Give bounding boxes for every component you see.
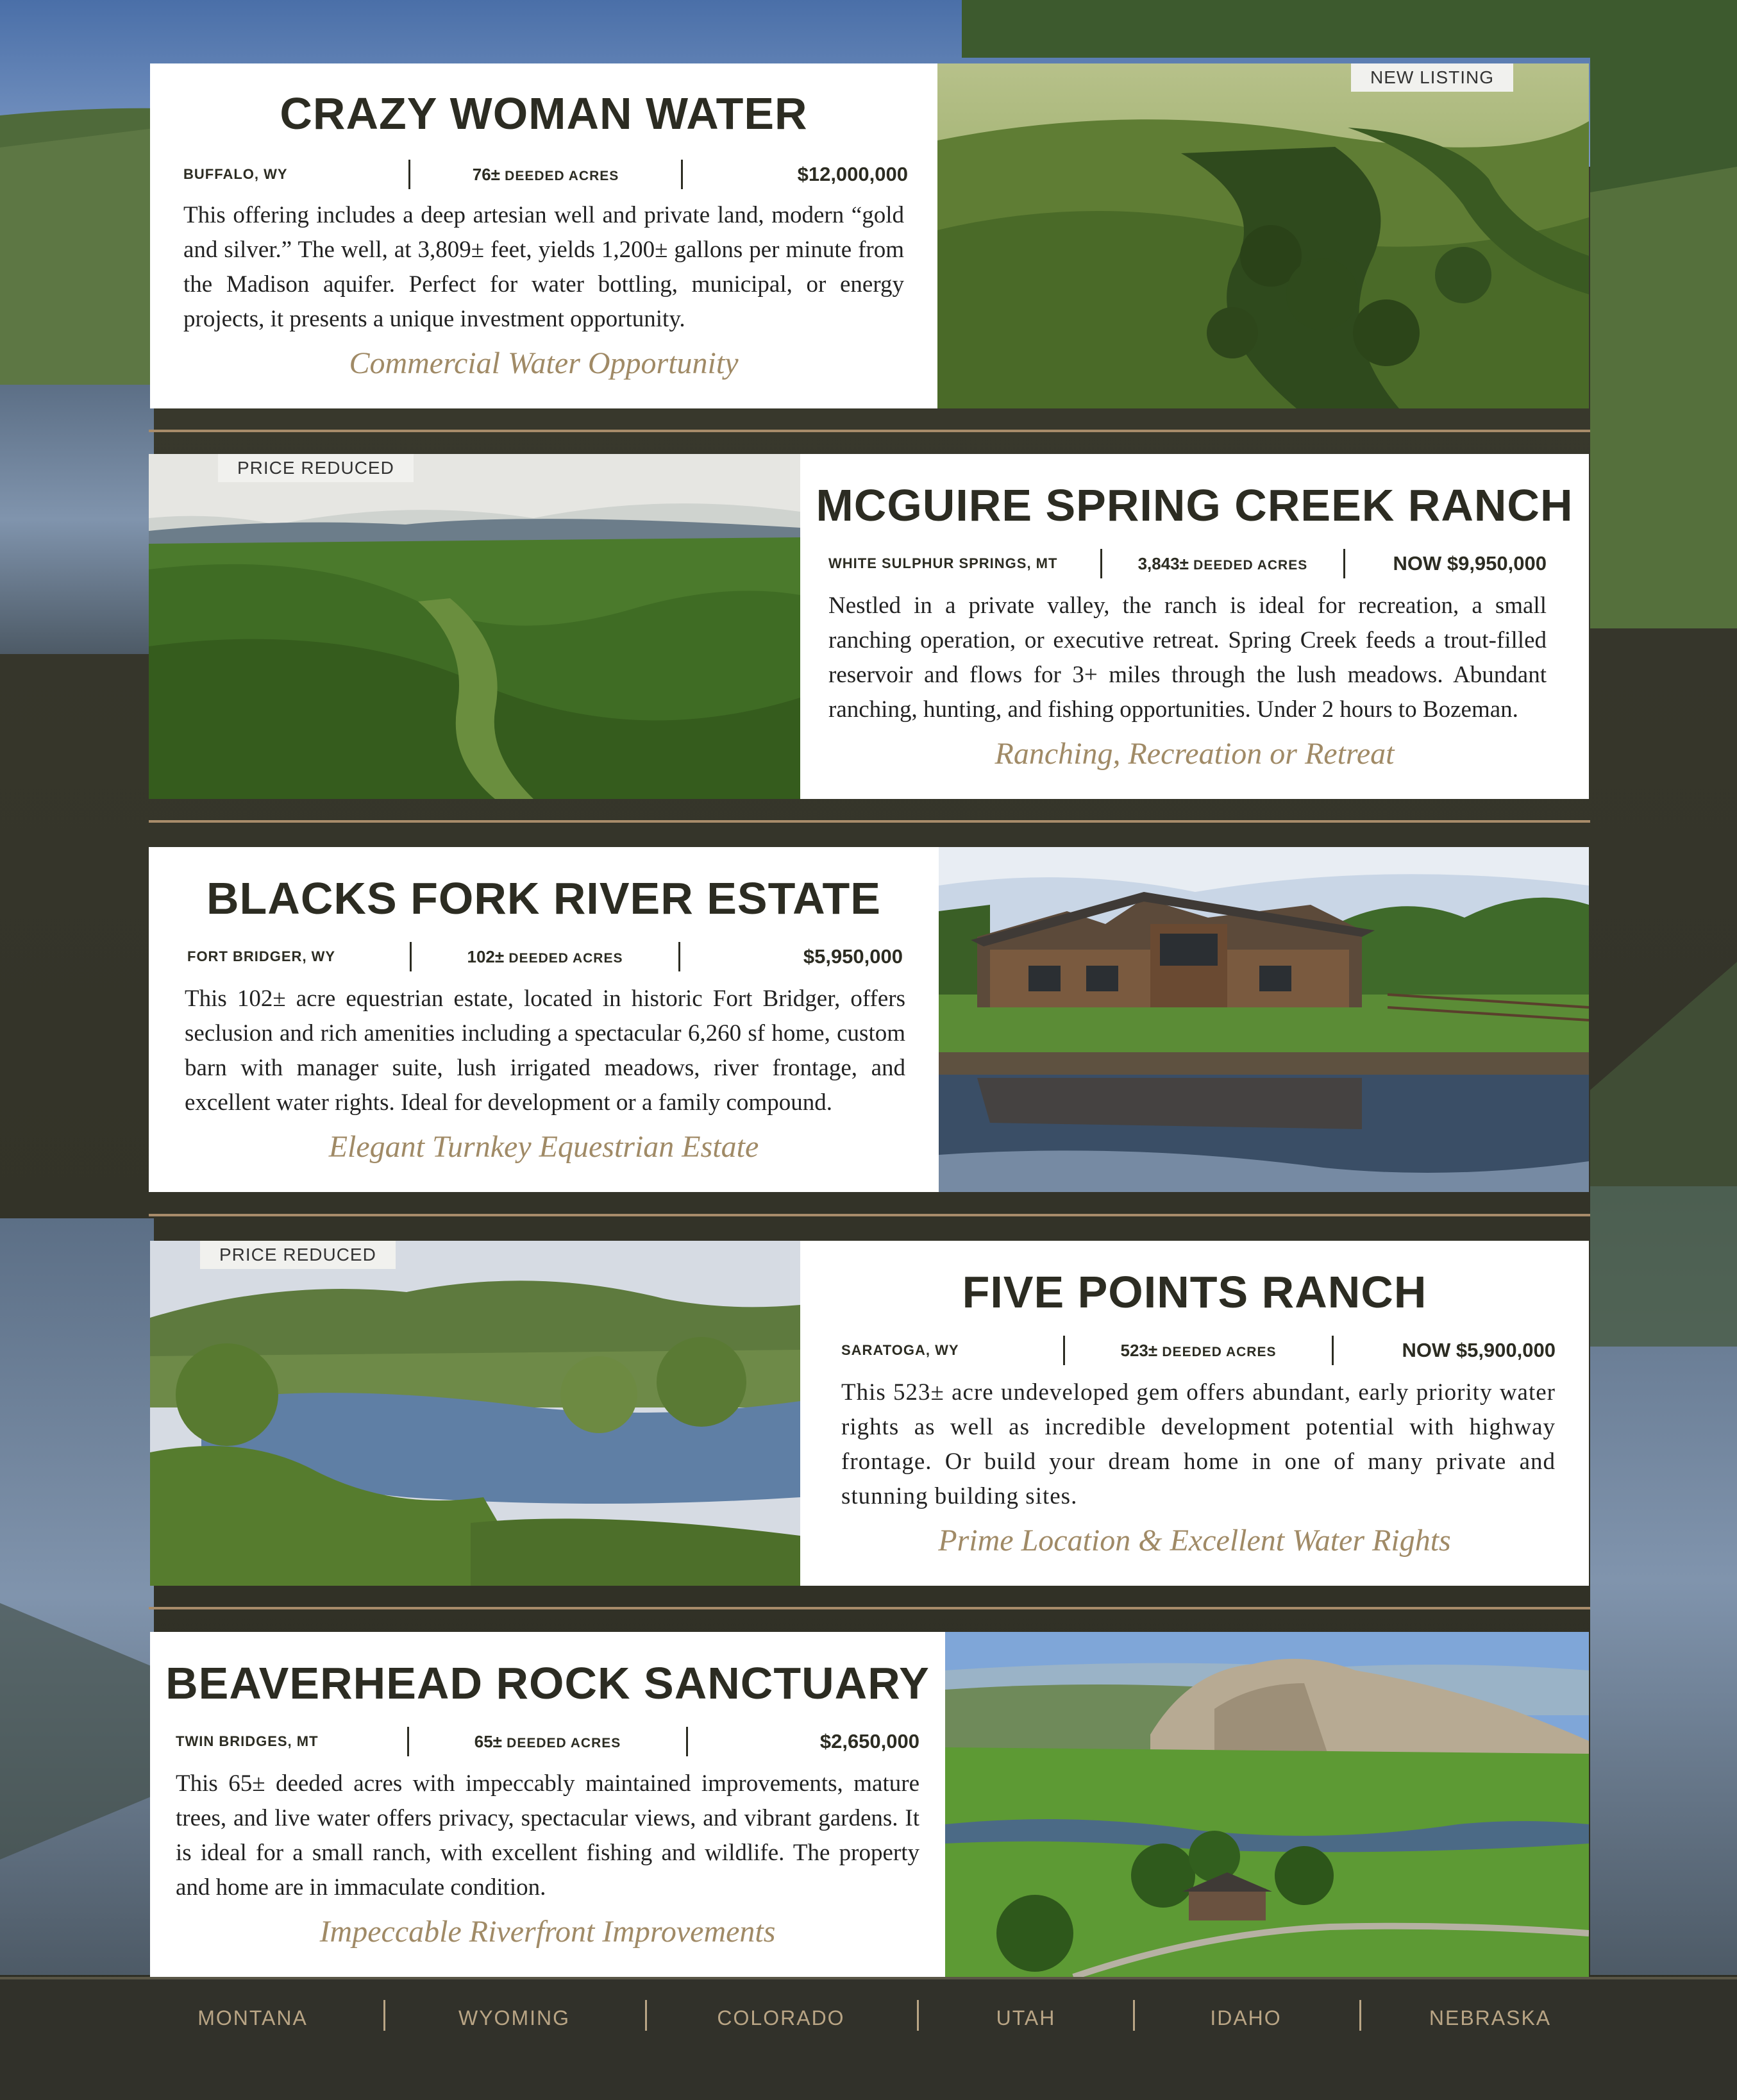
footer-state-link[interactable]: WYOMING — [458, 2006, 570, 2029]
footer-state-link[interactable]: IDAHO — [1210, 2006, 1282, 2029]
footer-separator — [917, 2000, 919, 2031]
listing-photo-rock-river[interactable] — [945, 1632, 1589, 1977]
listing-card-mcguire-spring-creek-ranch[interactable] — [800, 454, 1589, 799]
listing-photo-pond[interactable] — [150, 1241, 800, 1586]
footer-state-link[interactable]: UTAH — [996, 2006, 1056, 2029]
listing-tagline: Impeccable Riverfront Improvements — [319, 1915, 776, 1949]
listing-card-crazy-woman-water[interactable] — [150, 63, 937, 408]
listing-tagline: Commercial Water Opportunity — [349, 346, 739, 380]
divider-line — [149, 1214, 1590, 1216]
listing-description: This 523± acre undeveloped gem offers abundant, early priority water rights as well as incredible development potential with highway frontage. Or build your dream home in one of many private and stunning building sites. — [841, 1379, 1556, 1509]
footer-separator — [383, 2000, 385, 2031]
listing-photo-estate-home[interactable] — [939, 847, 1589, 1192]
listing-tagline: Prime Location & Excellent Water Rights — [938, 1524, 1451, 1558]
listing-photo-valley[interactable] — [149, 454, 800, 799]
listing-meta — [183, 160, 908, 189]
divider-line — [149, 1607, 1590, 1609]
listing-title: FIVE POINTS RANCH — [962, 1267, 1427, 1317]
footer-state-link[interactable]: MONTANA — [197, 2006, 308, 2029]
listing-card-blacks-fork-river-estate[interactable] — [149, 847, 939, 1192]
listing-title: CRAZY WOMAN WATER — [280, 88, 808, 139]
listing-acres: 523± DEEDED ACRES — [1120, 1340, 1277, 1360]
listing-photo-aerial-creek[interactable] — [937, 63, 1589, 408]
footer-state-link[interactable]: NEBRASKA — [1429, 2006, 1552, 2029]
new-listing-badge: NEW LISTING — [1351, 63, 1513, 92]
divider-line — [149, 820, 1590, 823]
listing-location: WHITE SULPHUR SPRINGS, MT — [828, 555, 1058, 571]
listing-acres: 102± DEEDED ACRES — [467, 946, 623, 966]
listing-meta — [828, 549, 1547, 578]
listing-title: BLACKS FORK RIVER ESTATE — [206, 873, 881, 923]
listing-tagline: Elegant Turnkey Equestrian Estate — [328, 1130, 759, 1164]
listing-card-five-points-ranch[interactable] — [800, 1241, 1589, 1586]
listing-price: $12,000,000 — [797, 163, 908, 185]
price-reduced-badge: PRICE REDUCED — [200, 1241, 396, 1269]
listing-price: NOW $5,900,000 — [1402, 1339, 1556, 1361]
listing-acres: 3,843± DEEDED ACRES — [1137, 553, 1308, 573]
divider-line — [149, 430, 1590, 432]
listing-title: BEAVERHEAD ROCK SANCTUARY — [165, 1658, 930, 1708]
listing-price: $2,650,000 — [819, 1730, 919, 1752]
listing-description: This offering includes a deep artesian well and private land, modern “gold and silver.” The well, at 3,809± feet, yields 1,200± gallons per minute from the Madison aquifer. Perfect for water bottling, municipal, or energy projects, it presents a unique investment opportunity. — [183, 202, 904, 332]
price-reduced-badge: PRICE REDUCED — [218, 454, 414, 482]
listing-acres: 76± DEEDED ACRES — [472, 164, 619, 184]
listing-meta — [841, 1336, 1556, 1365]
footer-state-link[interactable]: COLORADO — [717, 2006, 845, 2029]
listing-price: $5,950,000 — [803, 945, 903, 968]
listing-description: This 102± acre equestrian estate, located in historic Fort Bridger, offers seclusion and rich amenities including a spectacular 6,260 sf home, custom barn with manager suite, lush irrigated meadows, river frontage, and excellent water rights. Ideal for development or a family compound. — [185, 986, 905, 1116]
footer-separator — [645, 2000, 647, 2031]
listing-card-beaverhead-rock-sanctuary[interactable] — [150, 1632, 945, 1977]
footer-separator — [1133, 2000, 1135, 2031]
footer-state-bar — [0, 1977, 1737, 2100]
footer-separator — [1359, 2000, 1361, 2031]
listing-price: NOW $9,950,000 — [1393, 552, 1547, 575]
listing-meta — [187, 942, 903, 971]
listing-location: TWIN BRIDGES, MT — [176, 1733, 319, 1749]
listing-acres: 65± DEEDED ACRES — [474, 1731, 621, 1751]
listing-meta — [176, 1727, 919, 1756]
listing-description: Nestled in a private valley, the ranch is ideal for recreation, a small ranching operation, or executive retreat. Spring Creek feeds a trout-filled reservoir and flows for 3+ miles through the lush meadows. Abundant ranching, hunting, and fishing opportunities. Under 2 hours to Bozeman. — [828, 592, 1547, 723]
listing-title: MCGUIRE SPRING CREEK RANCH — [816, 480, 1573, 530]
listing-tagline: Ranching, Recreation or Retreat — [994, 737, 1395, 771]
listing-location: BUFFALO, WY — [183, 166, 288, 182]
listing-description: This 65± deeded acres with impeccably maintained improvements, mature trees, and live water offers privacy, spectacular views, and vibrant gardens. It is ideal for a small ranch, with excellent fishing and wildlife. The property and home are in immaculate condition. — [176, 1770, 919, 1901]
listing-location: FORT BRIDGER, WY — [187, 948, 336, 964]
listing-location: SARATOGA, WY — [841, 1342, 959, 1358]
